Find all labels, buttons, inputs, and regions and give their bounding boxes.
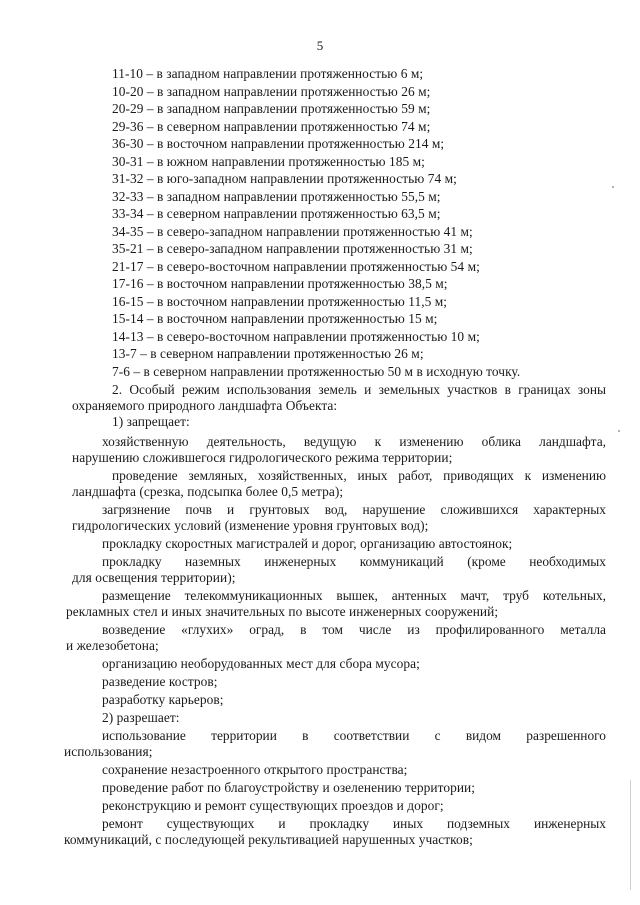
- list-item: проведение земляных, хозяйственных, иных работ, приводящих к изменению: [112, 468, 606, 483]
- list-item: прокладку наземных инженерных коммуникаций (кроме необходимых: [102, 554, 606, 569]
- scan-speck: [612, 186, 614, 188]
- segment-line: 36-30 – в восточном направлении протяженностью 214 м;: [112, 136, 445, 151]
- prohibits-label: 1) запрещает:: [112, 414, 190, 429]
- list-item: проведение работ по благоустройству и озеленению территории;: [102, 780, 476, 795]
- segment-line: 35-21 – в северо-западном направлении протяженностью 31 м;: [112, 241, 473, 256]
- list-item: ремонт существующих и прокладку иных подземных инженерных: [102, 816, 606, 831]
- list-item: разработку карьеров;: [102, 692, 224, 707]
- segment-line: 32-33 – в западном направлении протяженностью 55,5 м;: [112, 189, 441, 204]
- segment-line: 31-32 – в юго-западном направлении протяженностью 74 м;: [112, 171, 457, 186]
- segment-line: 21-17 – в северо-восточном направлении протяженностью 54 м;: [112, 259, 480, 274]
- segment-line: 29-36 – в северном направлении протяженностью 74 м;: [112, 119, 431, 134]
- section-heading-cont: охраняемого природного ландшафта Объекта:: [72, 398, 338, 413]
- list-item-cont: для освещения территории);: [72, 570, 236, 585]
- permits-label: 2) разрешает:: [102, 710, 180, 725]
- list-item: прокладку скоростных магистралей и дорог, организацию автостоянок;: [102, 536, 513, 551]
- list-item: реконструкцию и ремонт существующих проездов и дорог;: [102, 798, 444, 813]
- list-item-cont: ландшафта (срезка, подсыпка более 0,5 метра);: [72, 484, 344, 499]
- segment-line: 15-14 – в восточном направлении протяженностью 15 м;: [112, 311, 438, 326]
- list-item: сохранение незастроенного открытого пространства;: [102, 762, 408, 777]
- segment-line: 7-6 – в северном направлении протяженностью 50 м в исходную точку.: [112, 364, 521, 379]
- segment-line: 10-20 – в западном направлении протяженностью 26 м;: [112, 84, 431, 99]
- list-item: размещение телекоммуникационных вышек, антенных мачт, труб котельных,: [102, 588, 606, 603]
- segment-line: 16-15 – в восточном направлении протяженностью 11,5 м;: [112, 294, 448, 309]
- list-item-cont: гидрологических условий (изменение уровня грунтовых вод);: [72, 518, 429, 533]
- page-number: 5: [316, 38, 324, 53]
- segment-line: 33-34 – в северном направлении протяженностью 63,5 м;: [112, 206, 441, 221]
- list-item-cont: использования;: [64, 744, 153, 759]
- scan-edge-line: [630, 780, 631, 890]
- list-item: использование территории в соответствии с видом разрешенного: [102, 728, 606, 743]
- scan-speck: [618, 430, 620, 432]
- list-item-cont: нарушению сложившегося гидрологического режима территории;: [72, 450, 453, 465]
- list-item: загрязнение почв и грунтовых вод, нарушение сложившихся характерных: [102, 502, 606, 517]
- list-item: хозяйственную деятельность, ведущую к изменению облика ландшафта,: [102, 434, 606, 449]
- list-item-cont: рекламных стел и иных значительных по высоте инженерных сооружений;: [66, 604, 499, 619]
- segment-line: 30-31 – в южном направлении протяженностью 185 м;: [112, 154, 425, 169]
- segment-line: 13-7 – в северном направлении протяженностью 26 м;: [112, 346, 424, 361]
- segment-line: 14-13 – в северо-восточном направлении протяженностью 10 м;: [112, 329, 480, 344]
- list-item-cont: и железобетона;: [66, 638, 159, 653]
- segment-line: 34-35 – в северо-западном направлении протяженностью 41 м;: [112, 224, 473, 239]
- list-item: возведение «глухих» оград, в том числе из профилированного металла: [102, 622, 606, 637]
- segment-line: 20-29 – в западном направлении протяженностью 59 м;: [112, 101, 431, 116]
- segment-line: 17-16 – в восточном направлении протяженностью 38,5 м;: [112, 276, 448, 291]
- segment-line: 11-10 – в западном направлении протяженностью 6 м;: [112, 66, 424, 81]
- list-item: разведение костров;: [102, 674, 218, 689]
- section-heading: 2. Особый режим использования земель и земельных участков в границах зоны: [112, 382, 606, 397]
- list-item: организацию необорудованных мест для сбора мусора;: [102, 656, 420, 671]
- list-item-cont: коммуникаций, с последующей рекультивацией нарушенных участков;: [64, 832, 473, 847]
